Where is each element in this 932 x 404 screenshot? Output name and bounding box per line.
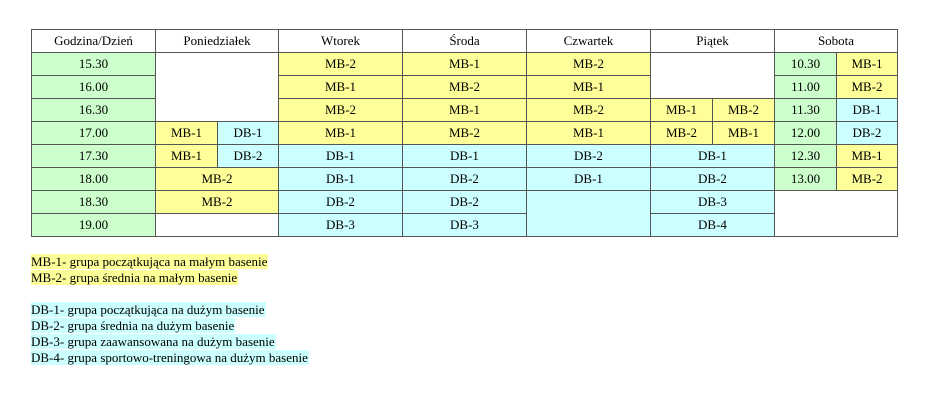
friday-cell: DB-2: [651, 168, 775, 191]
table-row: [32, 168, 898, 191]
legend-item: [31, 254, 268, 270]
monday-empty-cell: [156, 53, 279, 122]
tuesday-cell: MB-1: [279, 76, 403, 99]
time-cell: 16.00: [32, 76, 156, 99]
wednesday-cell: DB-2: [403, 168, 527, 191]
saturday-time-cell: 12.30: [775, 145, 837, 168]
schedule-table: [31, 29, 898, 237]
legend-item: [31, 318, 309, 334]
thursday-cell: DB-2: [527, 145, 651, 168]
header-monday: Poniedziałek: [156, 30, 279, 53]
monday-cell: MB-2: [156, 168, 279, 191]
tuesday-cell: MB-2: [279, 53, 403, 76]
legend-text: DB-3- grupa zaawansowana na dużym basenie: [31, 334, 275, 349]
friday-cell-b: MB-1: [713, 122, 775, 145]
saturday-group-cell: DB-2: [837, 122, 898, 145]
table-row: [32, 191, 898, 214]
friday-cell: DB-1: [651, 145, 775, 168]
friday-cell-b: MB-2: [713, 99, 775, 122]
saturday-empty-cell: [775, 191, 898, 237]
saturday-time-cell: 12.00: [775, 122, 837, 145]
legend-item: [31, 334, 309, 350]
header-hour-day: Godzina/Dzień: [32, 30, 156, 53]
tuesday-cell: DB-2: [279, 191, 403, 214]
friday-cell: DB-4: [651, 214, 775, 237]
legend-text: MB-1- grupa początkująca na małym basenie: [31, 254, 268, 269]
wednesday-cell: MB-1: [403, 99, 527, 122]
saturday-time-cell: 11.00: [775, 76, 837, 99]
legend-text: DB-1- grupa początkująca na dużym basenie: [31, 302, 265, 317]
header-tuesday: Wtorek: [279, 30, 403, 53]
saturday-time-cell: 10.30: [775, 53, 837, 76]
saturday-group-cell: DB-1: [837, 99, 898, 122]
tuesday-cell: DB-1: [279, 168, 403, 191]
saturday-group-cell: MB-1: [837, 145, 898, 168]
header-friday: Piątek: [651, 30, 775, 53]
saturday-time-cell: 13.00: [775, 168, 837, 191]
legend-text: DB-4- grupa sportowo-treningowa na dużym basenie: [31, 350, 308, 365]
legend-item: [31, 350, 309, 366]
friday-cell: DB-3: [651, 191, 775, 214]
legend-item: [31, 270, 268, 286]
header-row: [32, 30, 898, 53]
friday-empty-cell: [651, 53, 775, 99]
table-row: [32, 53, 898, 76]
time-cell: 19.00: [32, 214, 156, 237]
saturday-group-cell: MB-2: [837, 168, 898, 191]
tuesday-cell: MB-1: [279, 122, 403, 145]
wednesday-cell: MB-2: [403, 122, 527, 145]
saturday-group-cell: MB-1: [837, 53, 898, 76]
legend-text: MB-2- grupa średnia na małym basenie: [31, 270, 238, 285]
thursday-empty-cell: [527, 191, 651, 237]
legend-large-pool: [31, 302, 309, 366]
wednesday-cell: DB-1: [403, 145, 527, 168]
tuesday-cell: MB-2: [279, 99, 403, 122]
friday-cell-a: MB-2: [651, 122, 713, 145]
friday-cell-a: MB-1: [651, 99, 713, 122]
legend-small-pool: [31, 254, 268, 286]
wednesday-cell: MB-2: [403, 76, 527, 99]
monday-empty-cell: [156, 214, 279, 237]
header-wednesday: Środa: [403, 30, 527, 53]
time-cell: 16.30: [32, 99, 156, 122]
time-cell: 18.00: [32, 168, 156, 191]
time-cell: 15.30: [32, 53, 156, 76]
time-cell: 17.30: [32, 145, 156, 168]
wednesday-cell: DB-3: [403, 214, 527, 237]
header-thursday: Czwartek: [527, 30, 651, 53]
thursday-cell: MB-1: [527, 76, 651, 99]
legend-item: [31, 302, 309, 318]
thursday-cell: DB-1: [527, 168, 651, 191]
saturday-time-cell: 11.30: [775, 99, 837, 122]
saturday-group-cell: MB-2: [837, 76, 898, 99]
monday-cell-a: MB-1: [156, 145, 218, 168]
header-saturday: Sobota: [775, 30, 898, 53]
wednesday-cell: DB-2: [403, 191, 527, 214]
table-row: [32, 214, 898, 237]
tuesday-cell: DB-3: [279, 214, 403, 237]
time-cell: 18.30: [32, 191, 156, 214]
thursday-cell: MB-2: [527, 99, 651, 122]
table-row: [32, 122, 898, 145]
tuesday-cell: DB-1: [279, 145, 403, 168]
thursday-cell: MB-2: [527, 53, 651, 76]
legend-text: DB-2- grupa średnia na dużym basenie: [31, 318, 235, 333]
monday-cell-b: DB-2: [218, 145, 279, 168]
monday-cell-a: MB-1: [156, 122, 218, 145]
wednesday-cell: MB-1: [403, 53, 527, 76]
time-cell: 17.00: [32, 122, 156, 145]
thursday-cell: MB-1: [527, 122, 651, 145]
monday-cell: MB-2: [156, 191, 279, 214]
monday-cell-b: DB-1: [218, 122, 279, 145]
table-row: [32, 145, 898, 168]
